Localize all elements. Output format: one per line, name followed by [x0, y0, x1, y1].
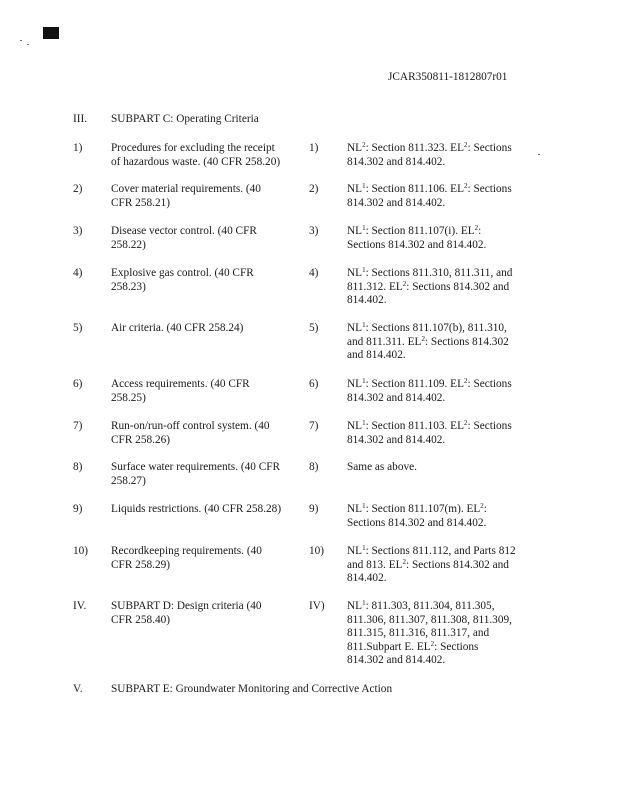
reference-line: $NL^1$: Sections 811.112, and Parts 812 [347, 544, 516, 557]
section-numeral-v: V. [73, 683, 83, 695]
reference-number: 4) [309, 267, 319, 279]
requirement-text [111, 420, 307, 447]
reference-line: and 814.402. [347, 349, 406, 362]
requirement-line: Recordkeeping requirements. (40 [111, 545, 262, 557]
reference-line: 814.302 and 814.402. [347, 433, 446, 446]
reference-line: Sections 814.302 and 814.402. [347, 238, 487, 251]
regulation-reference [347, 600, 543, 668]
requirement-line: CFR 258.21) [111, 196, 171, 209]
reference-number: 9) [309, 503, 319, 515]
row-number: 6) [73, 378, 83, 390]
reference-line: Same as above. [347, 461, 417, 473]
requirement-text [111, 378, 307, 405]
requirement-line: Liquids restrictions. (40 CFR 258.28) [111, 503, 282, 515]
reference-number: 5) [309, 322, 319, 334]
requirement-line: 258.27) [111, 474, 146, 487]
row-number: 9) [73, 503, 83, 515]
reference-number: 6) [309, 378, 319, 390]
requirement-line: 258.22) [111, 238, 146, 251]
scan-speck [27, 44, 29, 45]
requirement-line: Air criteria. (40 CFR 258.24) [111, 322, 244, 334]
reference-line: 814.302 and 814.402. [347, 391, 446, 404]
reference-number: 8) [309, 461, 319, 473]
regulation-reference [347, 225, 543, 252]
row-number: 8) [73, 461, 83, 473]
section-heading-subpart-c: SUBPART C: Operating Criteria [111, 113, 259, 125]
row-number: 5) [73, 322, 83, 334]
scan-speck [20, 40, 22, 41]
requirement-line: Run-on/run-off control system. (40 [111, 420, 270, 432]
requirement-line: Surface water requirements. (40 CFR [111, 461, 281, 473]
requirement-line: Cover material requirements. (40 [111, 183, 261, 195]
regulation-reference [347, 267, 543, 308]
reference-line: 814.302 and 814.402. [347, 155, 446, 168]
row-number: 10) [73, 545, 89, 557]
reference-line: $NL^1$: Section 811.107(i). $EL^2$: [347, 224, 482, 237]
reference-number: IV) [309, 600, 325, 612]
requirement-line: Explosive gas control. (40 CFR [111, 267, 254, 279]
requirement-text [111, 225, 307, 252]
requirement-line: 258.25) [111, 391, 146, 404]
reference-line: 811.312. $EL^2$: Sections 814.302 and [347, 279, 510, 293]
section-heading-subpart-e: SUBPART E: Groundwater Monitoring and Corrective Action [111, 683, 393, 695]
reference-line: 811.306, 811.307, 811.308, 811.309, [347, 613, 512, 626]
requirement-line: CFR 258.29) [111, 558, 171, 571]
reference-number: 3) [309, 225, 319, 237]
requirement-line: CFR 258.26) [111, 433, 171, 446]
reference-line: 814.402. [347, 572, 387, 585]
row-number: 7) [73, 420, 83, 432]
requirement-text [111, 503, 307, 517]
reference-line: $NL^1$: Section 811.109. $EL^2$: Sections [347, 377, 512, 390]
reference-line: and 811.311. $EL^2$: Sections 814.302 [347, 334, 509, 348]
requirement-text [111, 142, 307, 169]
regulation-reference [347, 378, 543, 405]
reference-line: $NL^1$: Section 811.103. $EL^2$: Sections [347, 419, 512, 432]
requirement-text [111, 600, 307, 627]
regulation-reference [347, 461, 543, 475]
regulation-reference [347, 420, 543, 447]
document-id: JCAR350811-1812807r01 [388, 71, 508, 83]
reference-number: 1) [309, 142, 319, 154]
section-numeral-iii: III. [73, 113, 88, 125]
requirement-line: CFR 258.40) [111, 613, 171, 626]
requirement-text [111, 322, 307, 336]
requirement-text [111, 183, 307, 210]
requirement-line: Procedures for excluding the receipt [111, 142, 275, 154]
reference-number: 10) [309, 545, 325, 557]
row-number: 3) [73, 225, 83, 237]
regulation-reference [347, 183, 543, 210]
requirement-line: Disease vector control. (40 CFR [111, 225, 257, 237]
reference-line: $NL^1$: Sections 811.107(b), 811.310, [347, 321, 507, 334]
regulation-reference [347, 142, 543, 169]
row-number: 1) [73, 142, 83, 154]
reference-line: $NL^2$: Section 811.323. $EL^2$: Sections [347, 141, 512, 154]
requirement-text [111, 267, 307, 294]
reference-line: Sections 814.302 and 814.402. [347, 516, 487, 529]
reference-line: and 813. $EL^2$: Sections 814.302 and [347, 557, 509, 571]
requirement-line: SUBPART D: Design criteria (40 [111, 600, 262, 612]
row-number: 4) [73, 267, 83, 279]
reference-line: $NL^1$: Section 811.107(m). $EL^2$: [347, 502, 487, 515]
requirement-line: of hazardous waste. (40 CFR 258.20) [111, 155, 281, 168]
regulation-reference [347, 503, 543, 530]
requirement-line: Access requirements. (40 CFR [111, 378, 250, 390]
reference-number: 2) [309, 183, 319, 195]
scan-artifact-mark [43, 27, 59, 39]
regulation-reference [347, 545, 543, 586]
reference-line: 814.302 and 814.402. [347, 196, 446, 209]
regulation-reference [347, 322, 543, 363]
reference-line: 814.302 and 814.402. [347, 654, 446, 667]
requirement-text [111, 545, 307, 572]
requirement-text [111, 461, 307, 488]
reference-line: 811.Subpart E. $EL^2$: Sections [347, 639, 479, 653]
row-number: 2) [73, 183, 83, 195]
reference-line: 811.315, 811.316, 811.317, and [347, 627, 490, 640]
row-number: IV. [73, 600, 87, 612]
reference-number: 7) [309, 420, 319, 432]
reference-line: $NL^1$: 811.303, 811.304, 811.305, [347, 599, 495, 612]
reference-line: 814.402. [347, 294, 387, 307]
requirement-line: 258.23) [111, 280, 146, 293]
reference-line: $NL^1$: Section 811.106. $EL^2$: Sections [347, 182, 512, 195]
reference-line: $NL^1$: Sections 811.310, 811.311, and [347, 266, 513, 279]
